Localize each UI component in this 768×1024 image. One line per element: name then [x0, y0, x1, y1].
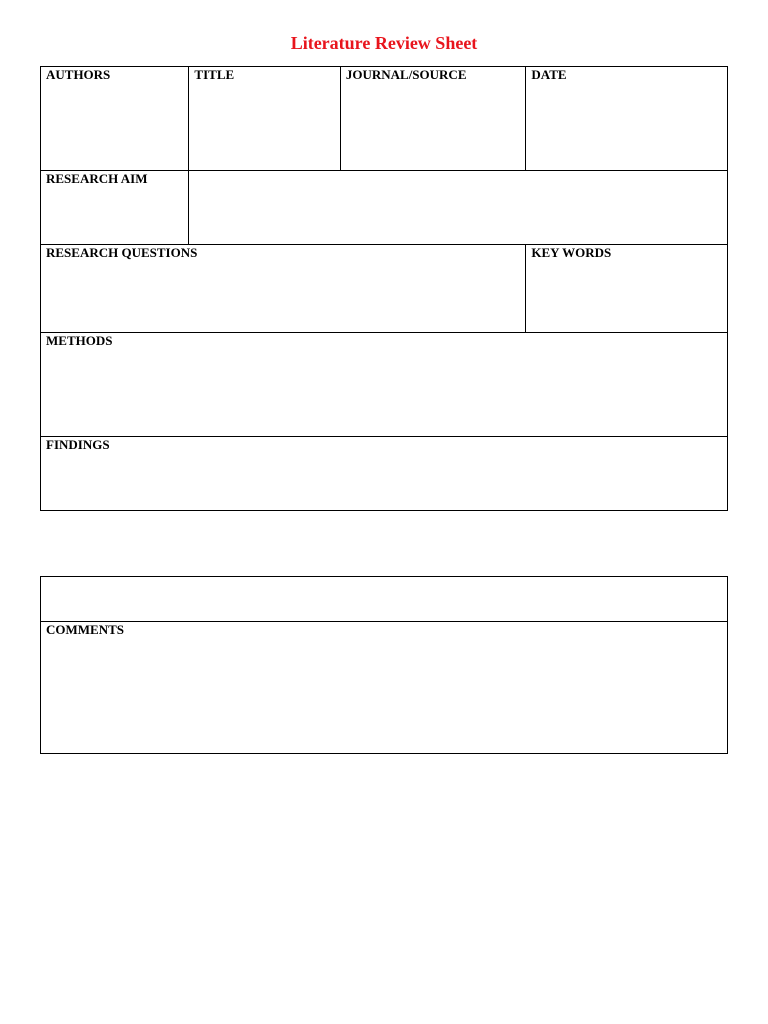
- research-questions-cell[interactable]: [41, 245, 526, 333]
- table-row: [41, 67, 728, 171]
- table-row: [41, 245, 728, 333]
- table-row: [41, 171, 728, 245]
- authors-label: AUTHORS: [46, 67, 111, 82]
- table-row: [41, 333, 728, 437]
- key-words-cell[interactable]: [526, 245, 728, 333]
- literature-review-table: [40, 66, 728, 511]
- blank-entry-cell[interactable]: [41, 577, 728, 622]
- methods-cell[interactable]: [41, 333, 728, 437]
- research-aim-label: RESEARCH AIM: [46, 171, 148, 186]
- journal-source-cell[interactable]: [340, 67, 526, 171]
- table-row: [41, 622, 728, 754]
- table-row: [41, 577, 728, 622]
- date-cell[interactable]: [526, 67, 728, 171]
- comments-cell[interactable]: [41, 622, 728, 754]
- journal-source-label: JOURNAL/SOURCE: [345, 67, 467, 82]
- title-cell[interactable]: [189, 67, 340, 171]
- authors-cell[interactable]: [41, 67, 189, 171]
- research-aim-entry-cell[interactable]: [189, 171, 728, 245]
- research-aim-label-cell: [41, 171, 189, 245]
- findings-label: FINDINGS: [46, 437, 110, 452]
- page-title: Literature Review Sheet: [290, 33, 478, 53]
- methods-label: METHODS: [46, 333, 113, 348]
- key-words-label: KEY WORDS: [531, 245, 612, 260]
- comments-label: COMMENTS: [46, 622, 124, 637]
- research-questions-label: RESEARCH QUESTIONS: [46, 245, 198, 260]
- title-label: TITLE: [194, 67, 235, 82]
- date-label: DATE: [531, 67, 567, 82]
- findings-cell[interactable]: [41, 437, 728, 511]
- comments-table: [40, 576, 728, 754]
- table-row: [41, 437, 728, 511]
